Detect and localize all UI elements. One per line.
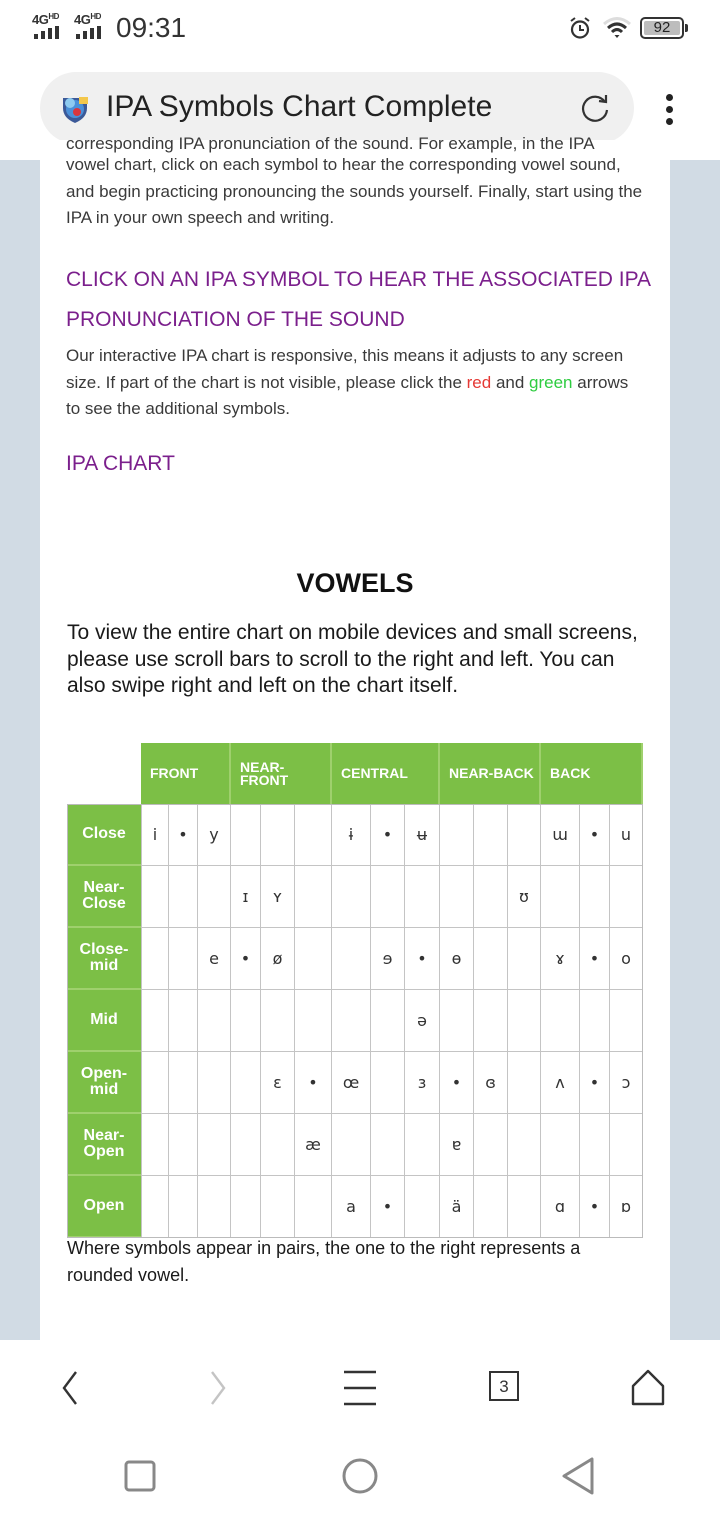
row-header-near-close: Near-Close bbox=[67, 866, 141, 928]
empty-cell bbox=[332, 1114, 371, 1176]
empty-cell bbox=[332, 928, 371, 990]
responsive-paragraph: Our interactive IPA chart is responsive, this means it adjusts to any screen size. If part of the chart is not visible, please click the red and green arrows to see the additional symbols. bbox=[66, 346, 629, 418]
article-content bbox=[40, 134, 670, 1340]
empty-cell bbox=[508, 928, 541, 990]
empty-cell bbox=[580, 1114, 610, 1176]
empty-cell bbox=[169, 990, 198, 1052]
empty-cell bbox=[198, 1176, 231, 1238]
empty-cell bbox=[371, 990, 405, 1052]
red-word: red bbox=[466, 372, 492, 392]
pair-dot-cell: • bbox=[371, 1176, 405, 1238]
vowel-symbol-cell[interactable]: ɔ bbox=[610, 1052, 643, 1114]
row-header-near-open: Near-Open bbox=[67, 1114, 141, 1176]
empty-cell bbox=[508, 1052, 541, 1114]
empty-cell bbox=[141, 990, 169, 1052]
empty-cell bbox=[198, 990, 231, 1052]
empty-cell bbox=[169, 866, 198, 928]
page-title: IPA Symbols Chart Complete bbox=[106, 90, 493, 123]
empty-cell bbox=[405, 866, 440, 928]
empty-cell bbox=[261, 1114, 295, 1176]
empty-cell bbox=[141, 928, 169, 990]
vowel-symbol-cell[interactable]: ʏ bbox=[261, 866, 295, 928]
empty-cell bbox=[332, 866, 371, 928]
empty-cell bbox=[141, 1176, 169, 1238]
recents-icon[interactable] bbox=[120, 1456, 160, 1496]
pair-dot-cell: • bbox=[580, 928, 610, 990]
empty-cell bbox=[198, 866, 231, 928]
empty-cell bbox=[440, 866, 474, 928]
pair-dot-cell: • bbox=[231, 928, 261, 990]
vowel-symbol-cell[interactable]: ä bbox=[440, 1176, 474, 1238]
vowel-symbol-cell[interactable]: ɨ bbox=[332, 804, 371, 866]
wifi-icon bbox=[602, 16, 632, 40]
vowel-symbol-cell[interactable]: ɐ bbox=[440, 1114, 474, 1176]
empty-cell bbox=[169, 1052, 198, 1114]
back-triangle-icon[interactable] bbox=[558, 1456, 598, 1496]
pair-dot-cell: • bbox=[580, 1176, 610, 1238]
vowel-symbol-cell[interactable]: ɞ bbox=[474, 1052, 508, 1114]
pair-dot-cell: • bbox=[371, 804, 405, 866]
empty-cell bbox=[169, 1176, 198, 1238]
vowel-symbol-cell[interactable]: u bbox=[610, 804, 643, 866]
empty-cell bbox=[371, 866, 405, 928]
vowel-symbol-cell[interactable]: a bbox=[332, 1176, 371, 1238]
vowel-symbol-cell[interactable]: ʌ bbox=[541, 1052, 580, 1114]
vowel-symbol-cell[interactable]: ɵ bbox=[440, 928, 474, 990]
signal-icon: $4G^{HD}$ bbox=[32, 12, 66, 42]
section-heading-click: CLICK ON AN IPA SYMBOL TO HEAR THE ASSOCIATED IPA PRONUNCIATION OF THE SOUND bbox=[66, 268, 650, 331]
vowel-symbol-cell[interactable]: ɒ bbox=[610, 1176, 643, 1238]
empty-cell bbox=[610, 990, 643, 1052]
empty-cell bbox=[169, 1114, 198, 1176]
tabs-icon[interactable]: 3 bbox=[489, 1371, 519, 1401]
battery-level: 92 bbox=[644, 21, 680, 35]
empty-cell bbox=[231, 804, 261, 866]
empty-cell bbox=[508, 1114, 541, 1176]
empty-cell bbox=[474, 866, 508, 928]
empty-cell bbox=[261, 804, 295, 866]
browser-toolbar bbox=[0, 1340, 720, 1436]
empty-cell bbox=[198, 1052, 231, 1114]
vowel-symbol-cell[interactable]: æ bbox=[295, 1114, 332, 1176]
empty-cell bbox=[295, 1176, 332, 1238]
vowel-symbol-cell[interactable]: i bbox=[141, 804, 169, 866]
paragraph-cut-off: corresponding IPA pronunciation of the sound. For example, in the IPA bbox=[66, 134, 595, 153]
empty-cell bbox=[508, 1176, 541, 1238]
vowel-symbol-cell[interactable]: ʊ bbox=[508, 866, 541, 928]
empty-cell bbox=[141, 1114, 169, 1176]
forward-icon[interactable] bbox=[196, 1368, 240, 1408]
empty-cell bbox=[610, 1114, 643, 1176]
vowel-symbol-cell[interactable]: ɘ bbox=[371, 928, 405, 990]
vowel-symbol-cell[interactable]: e bbox=[198, 928, 231, 990]
column-header-near-front: NEAR-FRONT bbox=[231, 743, 332, 804]
empty-cell bbox=[405, 1114, 440, 1176]
empty-cell bbox=[198, 1114, 231, 1176]
empty-cell bbox=[295, 866, 332, 928]
system-navigation-bar bbox=[0, 1436, 720, 1520]
empty-cell bbox=[231, 1114, 261, 1176]
row-header-open: Open bbox=[67, 1176, 141, 1238]
vowel-symbol-cell[interactable]: œ bbox=[332, 1052, 371, 1114]
row-header-close: Close bbox=[67, 804, 141, 866]
vowel-symbol-cell[interactable]: ɜ bbox=[405, 1052, 440, 1114]
empty-cell bbox=[141, 1052, 169, 1114]
empty-cell bbox=[231, 1052, 261, 1114]
more-vertical-icon[interactable] bbox=[658, 88, 682, 130]
vowel-symbol-cell[interactable]: o bbox=[610, 928, 643, 990]
signal-icon: $4G^{HD}$ bbox=[74, 12, 108, 42]
column-header-front: FRONT bbox=[141, 743, 231, 804]
web-page[interactable] bbox=[0, 134, 720, 1340]
pair-dot-cell: • bbox=[295, 1052, 332, 1114]
empty-cell bbox=[371, 1052, 405, 1114]
empty-cell bbox=[474, 804, 508, 866]
section-heading-ipa-chart: IPA CHART bbox=[66, 452, 175, 475]
empty-cell bbox=[261, 990, 295, 1052]
green-word: green bbox=[529, 372, 573, 392]
home-icon[interactable] bbox=[626, 1368, 670, 1408]
column-header-near-back: NEAR-BACK bbox=[440, 743, 541, 804]
chart-note: Where symbols appear in pairs, the one to the right represents a rounded vowel. bbox=[67, 1238, 581, 1285]
pair-dot-cell: • bbox=[580, 1052, 610, 1114]
vowel-symbol-cell[interactable]: ɯ bbox=[541, 804, 580, 866]
column-header-back: BACK bbox=[541, 743, 643, 804]
back-icon[interactable] bbox=[48, 1368, 92, 1408]
empty-cell bbox=[295, 928, 332, 990]
vowel-symbol-cell[interactable]: ʉ bbox=[405, 804, 440, 866]
column-header-central: CENTRAL bbox=[332, 743, 440, 804]
empty-cell bbox=[541, 990, 580, 1052]
empty-cell bbox=[580, 866, 610, 928]
empty-cell bbox=[440, 990, 474, 1052]
row-header-mid: Mid bbox=[67, 990, 141, 1052]
clock: 09:31 bbox=[116, 12, 187, 43]
menu-icon[interactable] bbox=[338, 1368, 382, 1408]
pair-dot-cell: • bbox=[169, 804, 198, 866]
empty-cell bbox=[508, 804, 541, 866]
vowel-symbol-cell[interactable]: ø bbox=[261, 928, 295, 990]
empty-cell bbox=[474, 1176, 508, 1238]
empty-cell bbox=[141, 866, 169, 928]
empty-cell bbox=[610, 866, 643, 928]
row-header-close-mid: Close-mid bbox=[67, 928, 141, 990]
empty-cell bbox=[231, 990, 261, 1052]
home-circle-icon[interactable] bbox=[340, 1456, 380, 1496]
empty-cell bbox=[580, 990, 610, 1052]
empty-cell bbox=[508, 990, 541, 1052]
vowel-symbol-cell[interactable]: ɤ bbox=[541, 928, 580, 990]
empty-cell bbox=[541, 1114, 580, 1176]
reload-icon[interactable] bbox=[578, 92, 612, 126]
empty-cell bbox=[231, 1176, 261, 1238]
empty-cell bbox=[371, 1114, 405, 1176]
row-header-open-mid: Open-mid bbox=[67, 1052, 141, 1114]
empty-cell bbox=[261, 1176, 295, 1238]
intro-paragraph: vowel chart, click on each symbol to hear the corresponding vowel sound, and begin practicing pronouncing the sounds yourself. Finally, start using the IPA in your own speech and writing. bbox=[66, 155, 643, 227]
vowel-symbol-cell[interactable]: ə bbox=[405, 990, 440, 1052]
vowel-symbol-cell[interactable]: ɛ bbox=[261, 1052, 295, 1114]
empty-cell bbox=[295, 990, 332, 1052]
empty-cell bbox=[405, 1176, 440, 1238]
empty-cell bbox=[332, 990, 371, 1052]
vowel-symbol-cell[interactable]: y bbox=[198, 804, 231, 866]
vowel-symbol-cell[interactable]: ɑ bbox=[541, 1176, 580, 1238]
empty-cell bbox=[169, 928, 198, 990]
empty-cell bbox=[295, 804, 332, 866]
pair-dot-cell: • bbox=[580, 804, 610, 866]
status-bar bbox=[0, 0, 720, 58]
chart-instructions: To view the entire chart on mobile devices and small screens, please use scroll bars to scroll to the right and left. You can also swipe right and left on the chart itself. bbox=[67, 621, 638, 697]
vowel-symbol-cell[interactable]: ɪ bbox=[231, 866, 261, 928]
pair-dot-cell: • bbox=[405, 928, 440, 990]
vowels-title: VOWELS bbox=[296, 568, 414, 598]
battery-icon bbox=[640, 17, 684, 39]
empty-cell bbox=[440, 804, 474, 866]
empty-cell bbox=[541, 866, 580, 928]
empty-cell bbox=[474, 990, 508, 1052]
globe-shield-icon bbox=[60, 94, 90, 124]
empty-cell bbox=[474, 928, 508, 990]
alarm-icon bbox=[568, 16, 592, 40]
empty-cell bbox=[474, 1114, 508, 1176]
pair-dot-cell: • bbox=[440, 1052, 474, 1114]
